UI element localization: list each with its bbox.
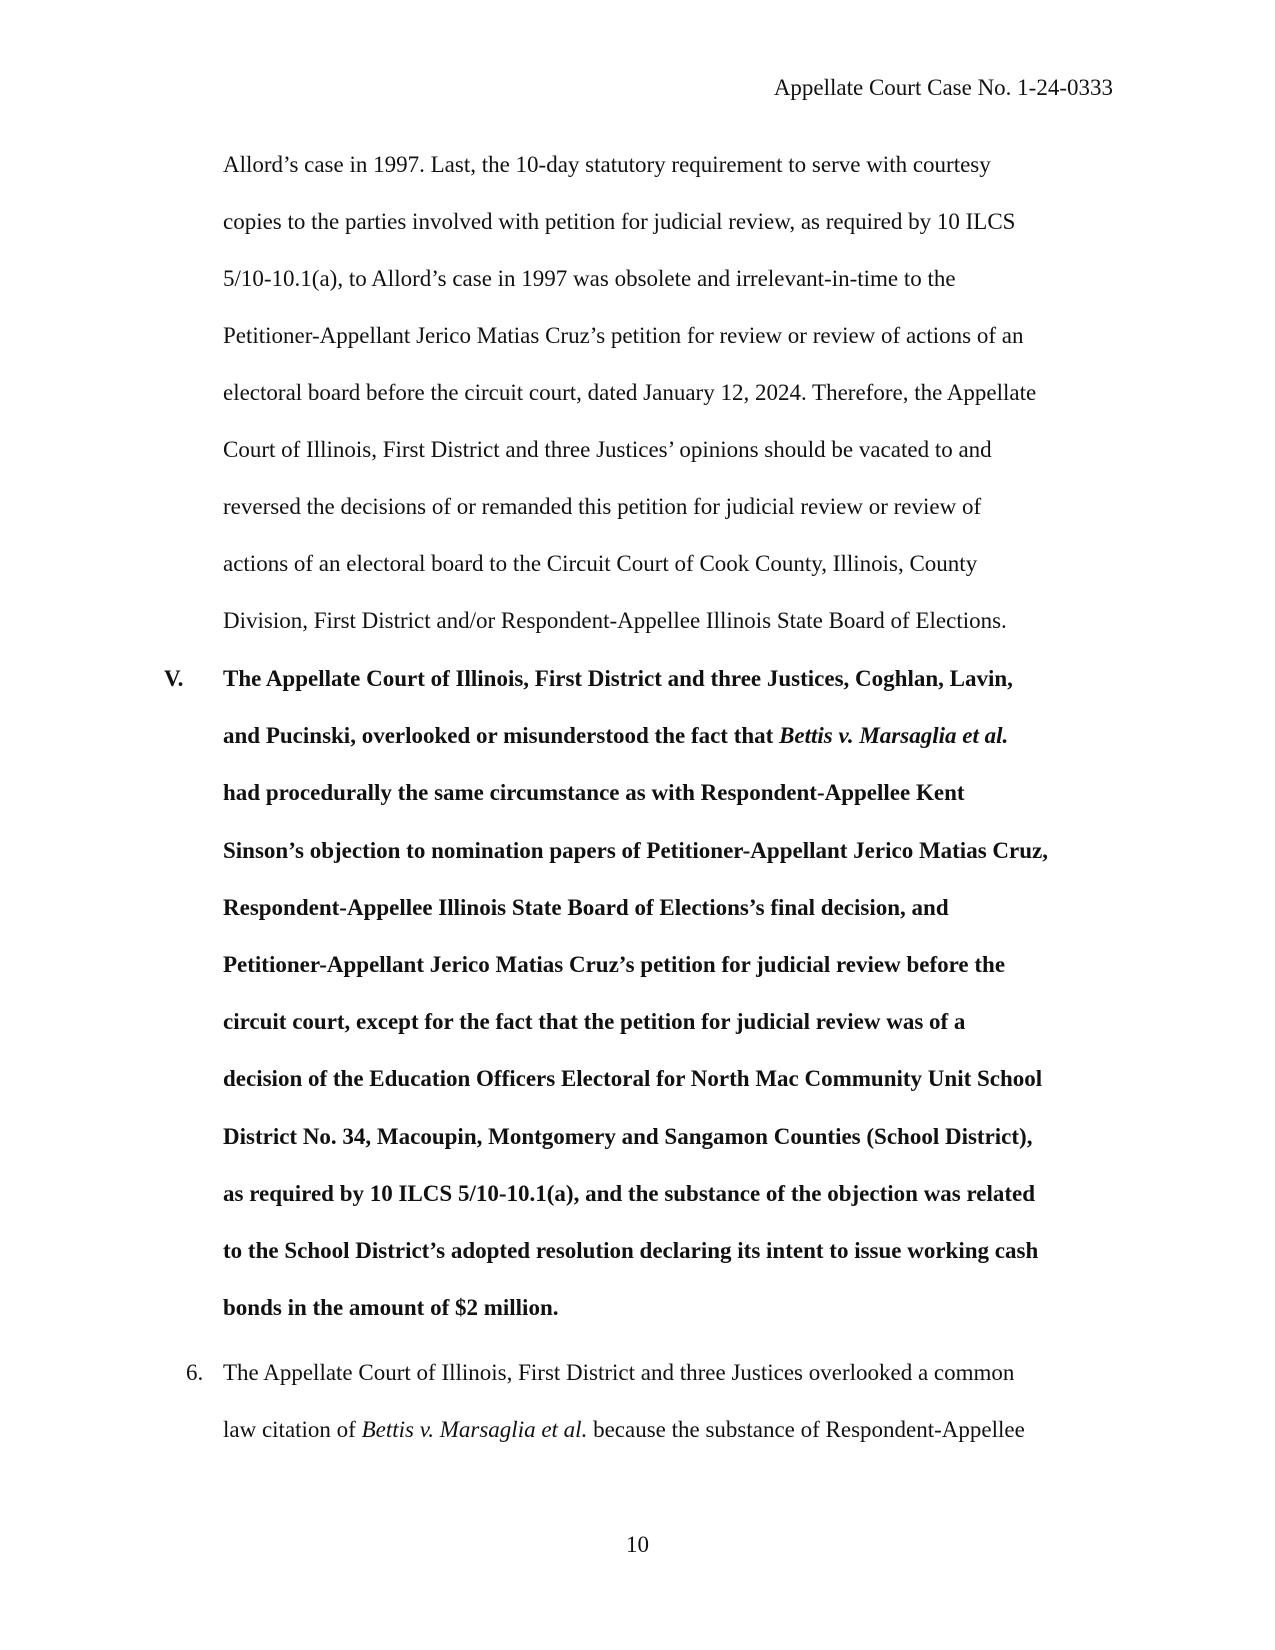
paragraph-continuation (223, 136, 1123, 649)
text-line: circuit court, except for the fact that the petition for judicial review was of a (223, 1009, 966, 1035)
text-line: Petitioner-Appellant Jerico Matias Cruz’s petition for review or review of actions of an (223, 323, 1024, 348)
text-line: electoral board before the circuit court, dated January 12, 2024. Therefore, the Appellate (223, 380, 1037, 405)
text-line: actions of an electoral board to the Circuit Court of Cook County, Illinois, County (223, 551, 978, 576)
text-line: 5/10-10.1(a), to Allord’s case in 1997 was obsolete and irrelevant-in-time to the (223, 266, 956, 291)
item-6-paragraph (223, 1344, 1123, 1458)
text-line: decision of the Education Officers Electoral for North Mac Community Unit School (223, 1066, 1043, 1092)
section-v-marker: V. (164, 666, 184, 691)
text-span: and Pucinski, overlooked or misunderstood the fact that (223, 723, 780, 749)
text-line: to the School District’s adopted resolution declaring its intent to issue working cash (223, 1238, 1039, 1264)
text-line: The Appellate Court of Illinois, First District and three Justices overlooked a common (223, 1360, 1015, 1385)
text-line: Petitioner-Appellant Jerico Matias Cruz’s petition for judicial review before the (223, 952, 1006, 978)
case-citation: Bettis v. Marsaglia et al. (361, 1417, 588, 1442)
text-line: District No. 34, Macoupin, Montgomery and Sangamon Counties (School District), (223, 1123, 1033, 1149)
section-v-heading (223, 650, 1123, 1336)
text-line: copies to the parties involved with petition for judicial review, as required by 10 ILCS (223, 209, 1016, 234)
page-number: 10 (626, 1532, 649, 1557)
item-6-marker: 6. (186, 1360, 204, 1385)
text-line (223, 707, 1123, 764)
text-span: law citation of (223, 1417, 362, 1442)
case-number-header: Appellate Court Case No. 1-24-0333 (773, 75, 1113, 100)
text-line (223, 1401, 1123, 1458)
text-line: Division, First District and/or Respondent-Appellee Illinois State Board of Elections. (223, 608, 1007, 633)
text-line: reversed the decisions of or remanded this petition for judicial review or review of (223, 494, 982, 519)
text-line: had procedurally the same circumstance as with Respondent-Appellee Kent (223, 780, 965, 806)
text-line: bonds in the amount of $2 million. (223, 1295, 559, 1321)
text-line: Allord’s case in 1997. Last, the 10-day statutory requirement to serve with courtesy (223, 152, 991, 177)
text-line: Sinson’s objection to nomination papers of Petitioner-Appellant Jerico Matias Cruz, (223, 837, 1048, 863)
text-span: because the substance of Respondent-Appellee (587, 1417, 1025, 1442)
text-line: Respondent-Appellee Illinois State Board of Elections’s final decision, and (223, 894, 949, 920)
text-line: The Appellate Court of Illinois, First District and three Justices, Coghlan, Lavin, (223, 666, 1013, 691)
text-line: Court of Illinois, First District and three Justices’ opinions should be vacated to and (223, 437, 992, 462)
case-citation: Bettis v. Marsaglia et al. (779, 723, 1009, 749)
text-line: as required by 10 ILCS 5/10-10.1(a), and the substance of the objection was related (223, 1180, 1036, 1206)
